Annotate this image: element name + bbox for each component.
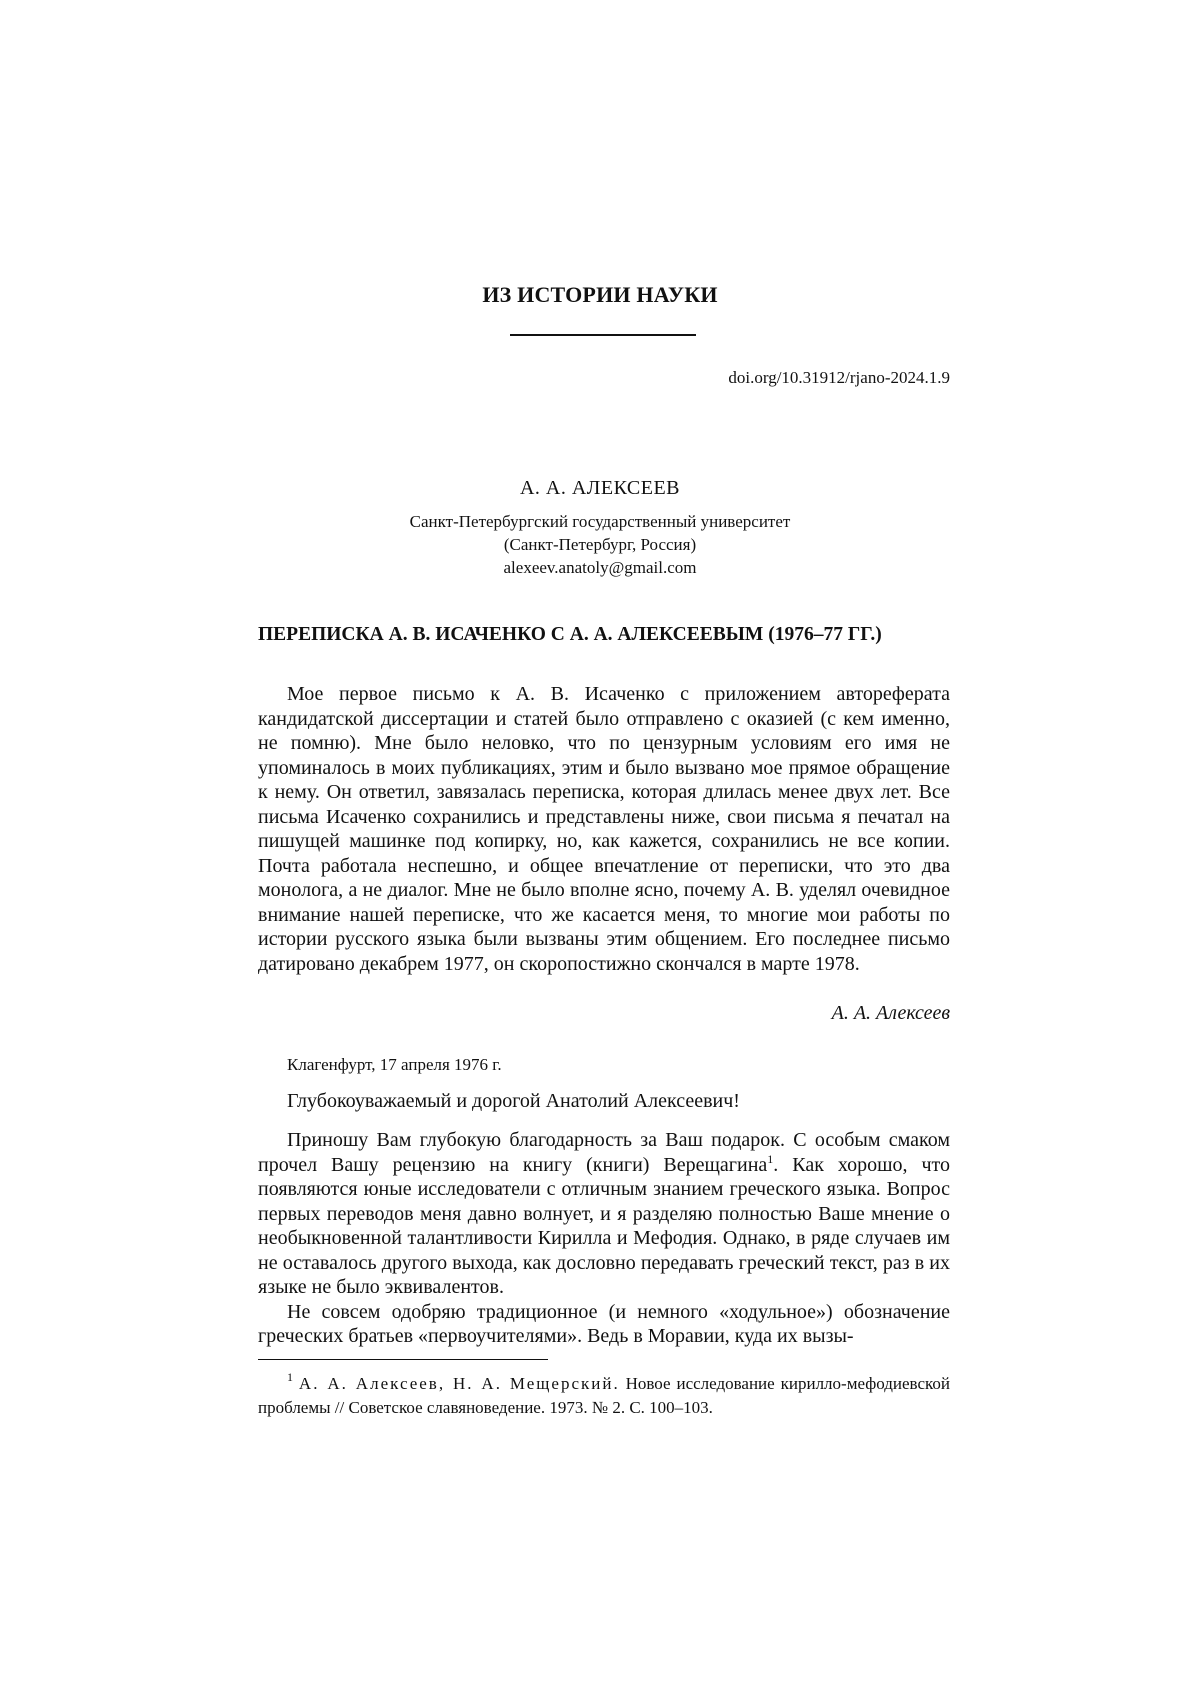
footnote-text: Новое исследование кирилло-мефодиевской проблемы // Советское славяноведение. 1973. № 2. С. 100–103. [258, 1374, 950, 1417]
letter-place-date: Клагенфурт, 17 апреля 1976 г. [287, 1055, 502, 1074]
footnote [258, 1372, 950, 1420]
doi-link[interactable]: doi.org/10.31912/rjano-2024.1.9 [728, 368, 950, 387]
intro-signature: А. А. Алексеев [831, 1002, 950, 1024]
letter-paragraph-2: Не совсем одобряю традиционное (и немного «ходульное») обозначение греческих братьев «первоучителями». Ведь в Моравии, куда их вызы- [258, 1300, 950, 1347]
affiliation-location: (Санкт-Петербург, Россия) [503, 535, 697, 554]
author-affiliation [0, 510, 1200, 579]
affiliation-university: Санкт-Петербургский государственный университет [409, 512, 791, 531]
section-title-underline [510, 334, 696, 336]
footnote-number: 1 [287, 1370, 293, 1384]
footnote-separator [258, 1359, 548, 1360]
letter-salutation: Глубокоуважаемый и дорогой Анатолий Алексеевич! [287, 1090, 740, 1112]
letter-p1-text-cont: . Как хорошо, что появляются юные исследователи с отличным знанием греческого языка. Вопрос первых переводов меня давно волнует, и я разделяю полностью Ваше мнение о необыкновенной талантливости Кирилла и Мефодия. Однако, в ряде случаев им не оставалось другого выхода, как дословно передавать греческий текст, раз в их языке не было эквивалентов. [258, 1153, 950, 1298]
author-name: А. А. АЛЕКСЕЕВ [519, 477, 681, 499]
letter-p1-text: Приношу Вам глубокую благодарность за Ваш подарок. С особым смаком прочел Вашу рецензию на книгу (книги) Верещагина [258, 1129, 950, 1176]
letter-paragraph-1 [258, 1128, 950, 1300]
introduction [258, 682, 950, 976]
article-title: ПЕРЕПИСКА А. В. ИСАЧЕНКО С А. А. АЛЕКСЕЕВЫМ (1976–77 ГГ.) [258, 624, 882, 645]
intro-paragraph: Мое первое письмо к А. В. Исаченко с приложением автореферата кандидатской диссертации и статей было отправлено с оказией (с кем именно, не помню). Мне было неловко, что по цензурным условиям его имя не упоминалось в моих публикациях, этим и было вызвано мое прямое обращение к нему. Он ответил, завязалась переписка, которая длилась менее двух лет. Все письма Исаченко сохранились и представлены ниже, свои письма я печатал на пишущей машинке под копирку, но, как кажется, сохранились не все копии. Почта работала неспешно, и общее впечатление от переписки, что это два монолога, а не диалог. Мне не было вполне ясно, почему А. В. уделял очевидное внимание нашей переписке, что же касается меня, то многие мои работы по истории русского языка были вызваны этим общением. Его последнее письмо датировано декабрем 1977, он скоропостижно скончался в марте 1978. [258, 683, 950, 975]
letter-body [258, 1128, 950, 1349]
footnote-authors: А. А. Алексеев, Н. А. Мещерский. [298, 1374, 620, 1393]
section-title: ИЗ ИСТОРИИ НАУКИ [482, 282, 718, 307]
author-email[interactable]: alexeev.anatoly@gmail.com [503, 558, 697, 577]
footnote-1 [258, 1372, 950, 1420]
footnote-ref[interactable]: 1 [767, 1151, 774, 1166]
